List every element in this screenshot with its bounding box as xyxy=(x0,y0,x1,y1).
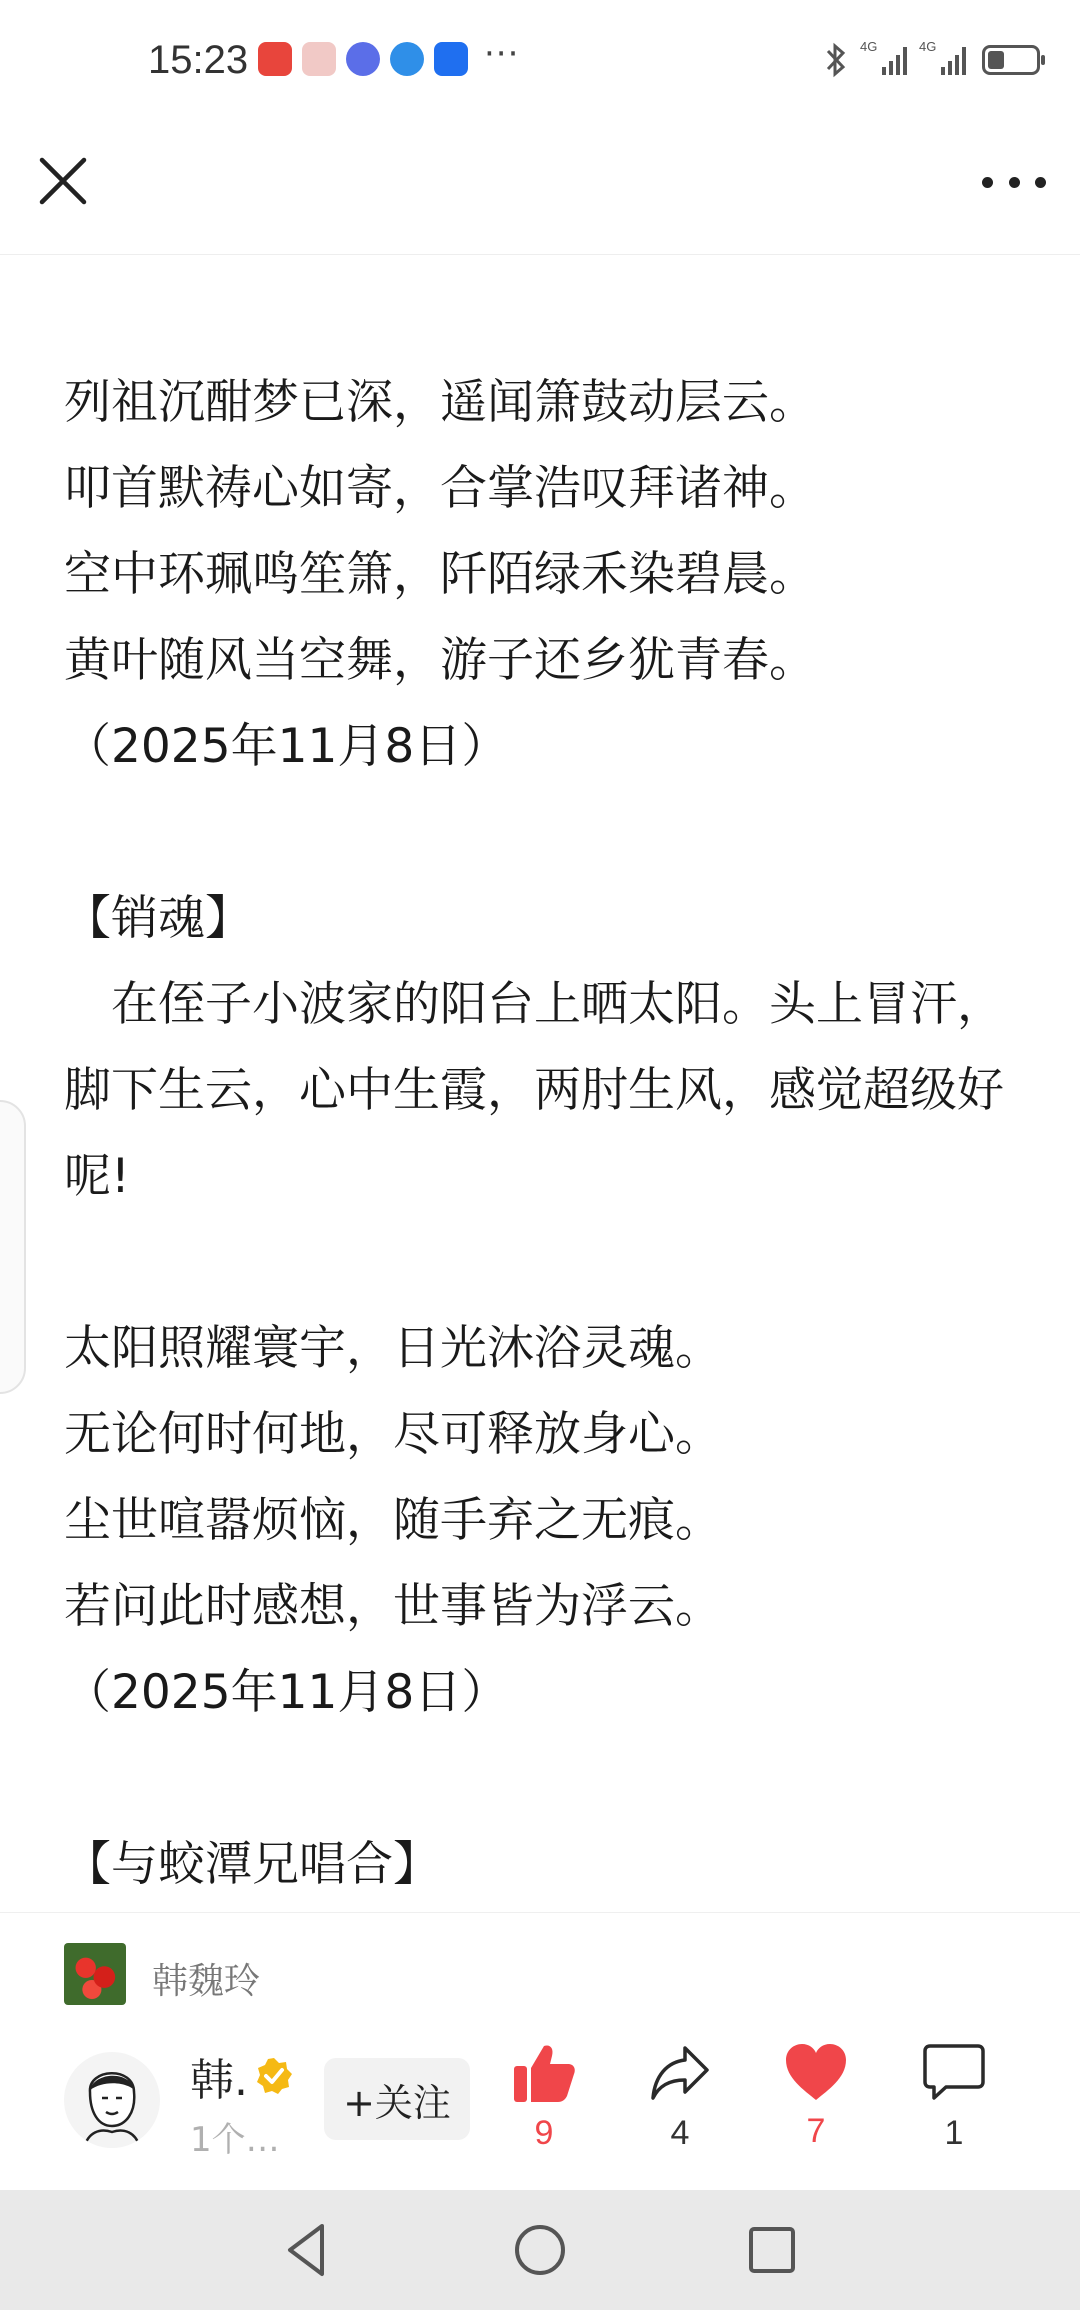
action-bar xyxy=(0,2022,1080,2190)
status-bar xyxy=(0,0,1080,120)
section-intro: 在侄子小波家的阳台上晒太阳。头上冒汗，脚下生云，心中生霞，两肘生风，感觉超级好呢! xyxy=(64,977,1004,1204)
top-bar xyxy=(0,120,1080,255)
verified-badge-icon xyxy=(254,2056,294,2096)
like-count: 9 xyxy=(534,2114,554,2152)
huawei-store-icon xyxy=(258,42,292,76)
share-button[interactable] xyxy=(630,2042,730,2153)
recents-square-icon[interactable] xyxy=(742,2220,802,2280)
status-time: 15:23 xyxy=(148,38,249,82)
favorite-count: 7 xyxy=(806,2112,826,2150)
signal-1-icon: 4G xyxy=(864,45,907,75)
section-title: 【销魂】 xyxy=(64,891,252,946)
home-circle-icon[interactable] xyxy=(510,2220,570,2280)
battery-icon xyxy=(982,45,1040,75)
music-icon xyxy=(346,42,380,76)
user-subtitle: 1个… xyxy=(190,2120,280,2160)
follow-button[interactable]: +关注 xyxy=(324,2058,470,2140)
user-name[interactable]: 韩. xyxy=(190,2055,248,2106)
comment-button[interactable] xyxy=(904,2042,1004,2153)
poem-line: 叩首默祷心如寄，合掌浩叹拜诸神。 xyxy=(64,461,816,516)
poem-line: 若问此时感想，世事皆为浮云。 xyxy=(64,1579,722,1634)
author-name[interactable]: 韩魏玲 xyxy=(152,1961,261,2002)
section-title: 【与蛟潭兄唱合】 xyxy=(64,1837,440,1892)
poem-line: 列祖沉酣梦已深，遥闻箫鼓动层云。 xyxy=(64,375,816,430)
bluetooth-icon xyxy=(824,42,848,78)
more-dot-icon xyxy=(1009,177,1020,188)
poem-line: 黄叶随风当空舞，游子还乡犹青春。 xyxy=(64,633,816,688)
side-drawer-handle[interactable] xyxy=(0,1100,26,1394)
poem-line: 尘世喧嚣烦恼，随手弃之无痕。 xyxy=(64,1493,722,1548)
favorite-button[interactable] xyxy=(766,2042,866,2151)
share-icon xyxy=(649,2042,711,2104)
poem-line: 空中环珮鸣笙箫，阡陌绿禾染碧晨。 xyxy=(64,547,816,602)
calendar-icon xyxy=(302,42,336,76)
poem-line: 无论何时何地，尽可释放身心。 xyxy=(64,1407,722,1462)
author-line xyxy=(0,1912,1080,2023)
more-notifications-icon: ··· xyxy=(484,34,520,74)
avatar-sketch-icon xyxy=(64,2052,160,2148)
poem-date: （2025年11月8日） xyxy=(64,719,509,774)
more-dot-icon xyxy=(982,177,993,188)
browser-icon xyxy=(390,42,424,76)
more-dot-icon xyxy=(1035,177,1046,188)
avatar[interactable] xyxy=(64,2052,160,2148)
back-triangle-icon[interactable] xyxy=(278,2220,338,2280)
more-options-button[interactable] xyxy=(982,162,1046,202)
poem-date: （2025年11月8日） xyxy=(64,1665,509,1720)
system-nav-bar xyxy=(0,2190,1080,2310)
signal-2-icon: 4G xyxy=(923,45,966,75)
share-count: 4 xyxy=(670,2114,690,2152)
author-thumbnail[interactable] xyxy=(64,1943,126,2005)
close-icon[interactable] xyxy=(34,152,92,210)
heart-icon xyxy=(784,2042,848,2102)
comment-count: 1 xyxy=(944,2114,964,2152)
comment-icon xyxy=(922,2042,986,2104)
article-body xyxy=(64,360,1024,1908)
bulb-icon xyxy=(434,42,468,76)
thumbs-up-icon xyxy=(512,2042,576,2104)
poem-line: 太阳照耀寰宇，日光沐浴灵魂。 xyxy=(64,1321,722,1376)
like-button[interactable] xyxy=(494,2042,594,2153)
